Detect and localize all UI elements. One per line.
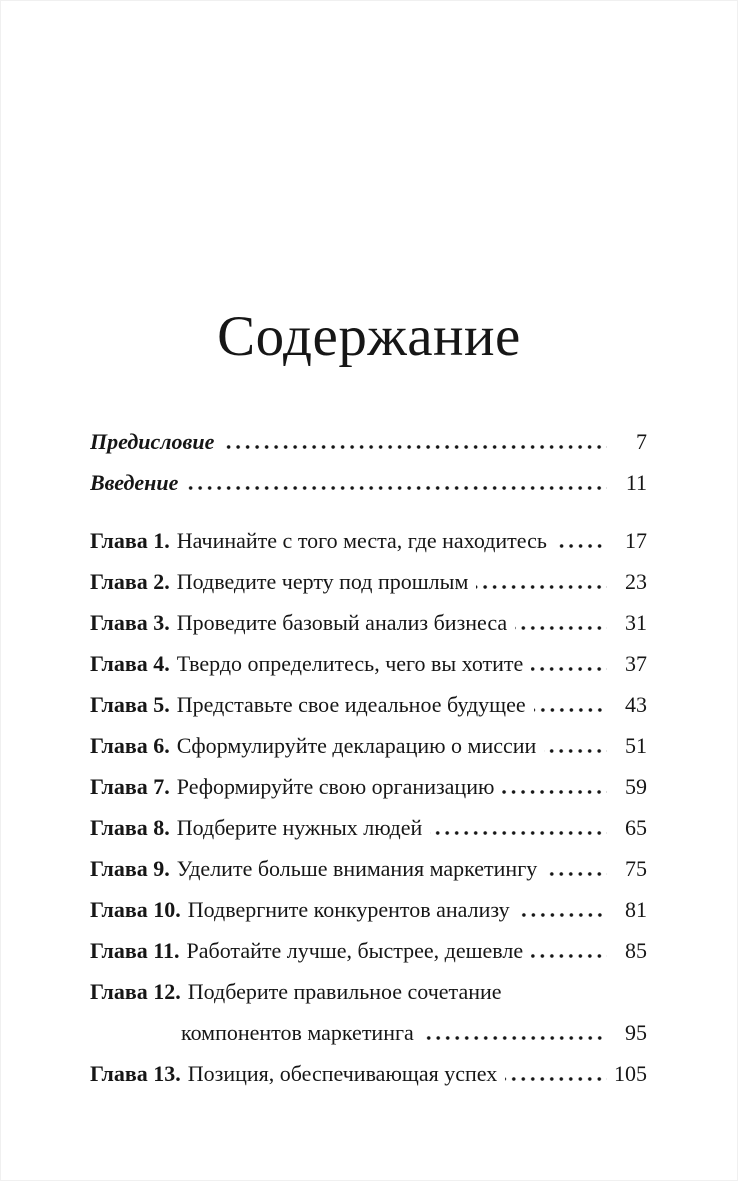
page-number: 7: [636, 429, 647, 454]
toc-entry: [90, 971, 647, 1012]
chapter-label: Глава 4.: [90, 651, 170, 676]
chapter-label: Глава 8.: [90, 815, 170, 840]
dot-leader: [531, 667, 607, 671]
page-number: 81: [625, 897, 647, 922]
toc-entry: [90, 643, 647, 684]
dot-leader: [502, 790, 607, 794]
chapter-label: Глава 9.: [90, 856, 170, 881]
page-number: 23: [625, 569, 647, 594]
page-number: 75: [625, 856, 647, 881]
chapter-label: Глава 6.: [90, 733, 170, 758]
chapter-title: Подведите черту под прошлым: [176, 569, 469, 594]
page-number: 31: [625, 610, 647, 635]
toc-entry: [90, 725, 647, 766]
chapter-label: Глава 13.: [90, 1061, 181, 1086]
chapter-title: Представьте свое идеальное будущее: [176, 692, 526, 717]
chapter-title-line2: компонентов маркетинга: [181, 1020, 414, 1045]
table-of-contents: [90, 421, 647, 1094]
chapter-label: Глава 2.: [90, 569, 170, 594]
page-number: 37: [625, 651, 647, 676]
front-matter-label: Предисловие: [90, 429, 215, 454]
toc-entry: [90, 602, 647, 643]
chapter-label: Глава 5.: [90, 692, 170, 717]
page-number: 43: [625, 692, 647, 717]
toc-entry-front-matter: [90, 421, 647, 462]
chapter-label: Глава 1.: [90, 528, 170, 553]
chapter-label: Глава 11.: [90, 938, 180, 963]
chapter-label: Глава 7.: [90, 774, 170, 799]
toc-entry-continuation: [90, 1012, 647, 1053]
toc-entry: [90, 889, 647, 930]
toc-entry: [90, 1053, 647, 1094]
chapter-title: Подвергните конкурентов анализу: [187, 897, 510, 922]
dot-leader: [531, 954, 607, 958]
dot-leader: [422, 1036, 607, 1040]
toc-entry: [90, 766, 647, 807]
dot-leader: [222, 445, 607, 449]
chapter-title: Подберите нужных людей: [176, 815, 423, 840]
chapter-title: Твердо определитесь, чего вы хотите: [176, 651, 524, 676]
toc-entry: [90, 561, 647, 602]
chapter-label: Глава 3.: [90, 610, 170, 635]
dot-leader: [534, 708, 607, 712]
chapter-label: Глава 12.: [90, 979, 181, 1004]
toc-entry: [90, 848, 647, 889]
toc-entry: [90, 930, 647, 971]
dot-leader: [430, 831, 607, 835]
dot-leader: [515, 626, 607, 630]
page-number: 51: [625, 733, 647, 758]
toc-entry-front-matter: [90, 462, 647, 503]
dot-leader: [186, 486, 607, 490]
toc-entry: [90, 684, 647, 725]
page-number: 17: [625, 528, 647, 553]
dot-leader: [545, 872, 607, 876]
chapter-title: Позиция, обеспечивающая успех: [187, 1061, 498, 1086]
page-number: 105: [614, 1061, 647, 1086]
chapter-title: Работайте лучше, быстрее, дешевле: [186, 938, 524, 963]
dot-leader: [505, 1077, 607, 1081]
chapter-label: Глава 10.: [90, 897, 181, 922]
toc-entry: [90, 807, 647, 848]
page-number: 95: [625, 1020, 647, 1045]
page-number: 11: [625, 470, 647, 495]
page-title: Содержание: [217, 305, 521, 368]
section-spacer: [90, 503, 647, 520]
page-number: 85: [625, 938, 647, 963]
page-number: 59: [625, 774, 647, 799]
chapter-title: Сформулируйте декларацию о миссии: [176, 733, 537, 758]
dot-leader: [476, 585, 607, 589]
front-matter-label: Введение: [90, 470, 179, 495]
chapter-title: Уделите больше внимания маркетингу: [176, 856, 538, 881]
chapter-title: Реформируйте свою организацию: [176, 774, 495, 799]
dot-leader: [555, 544, 607, 548]
dot-leader: [544, 749, 607, 753]
page-number: 65: [625, 815, 647, 840]
chapter-title: Проведите базовый анализ бизнеса: [176, 610, 508, 635]
dot-leader: [518, 913, 607, 917]
chapter-title: Начинайте с того места, где находитесь: [176, 528, 547, 553]
toc-entry: [90, 520, 647, 561]
chapter-title: Подберите правильное сочетание: [187, 979, 502, 1004]
